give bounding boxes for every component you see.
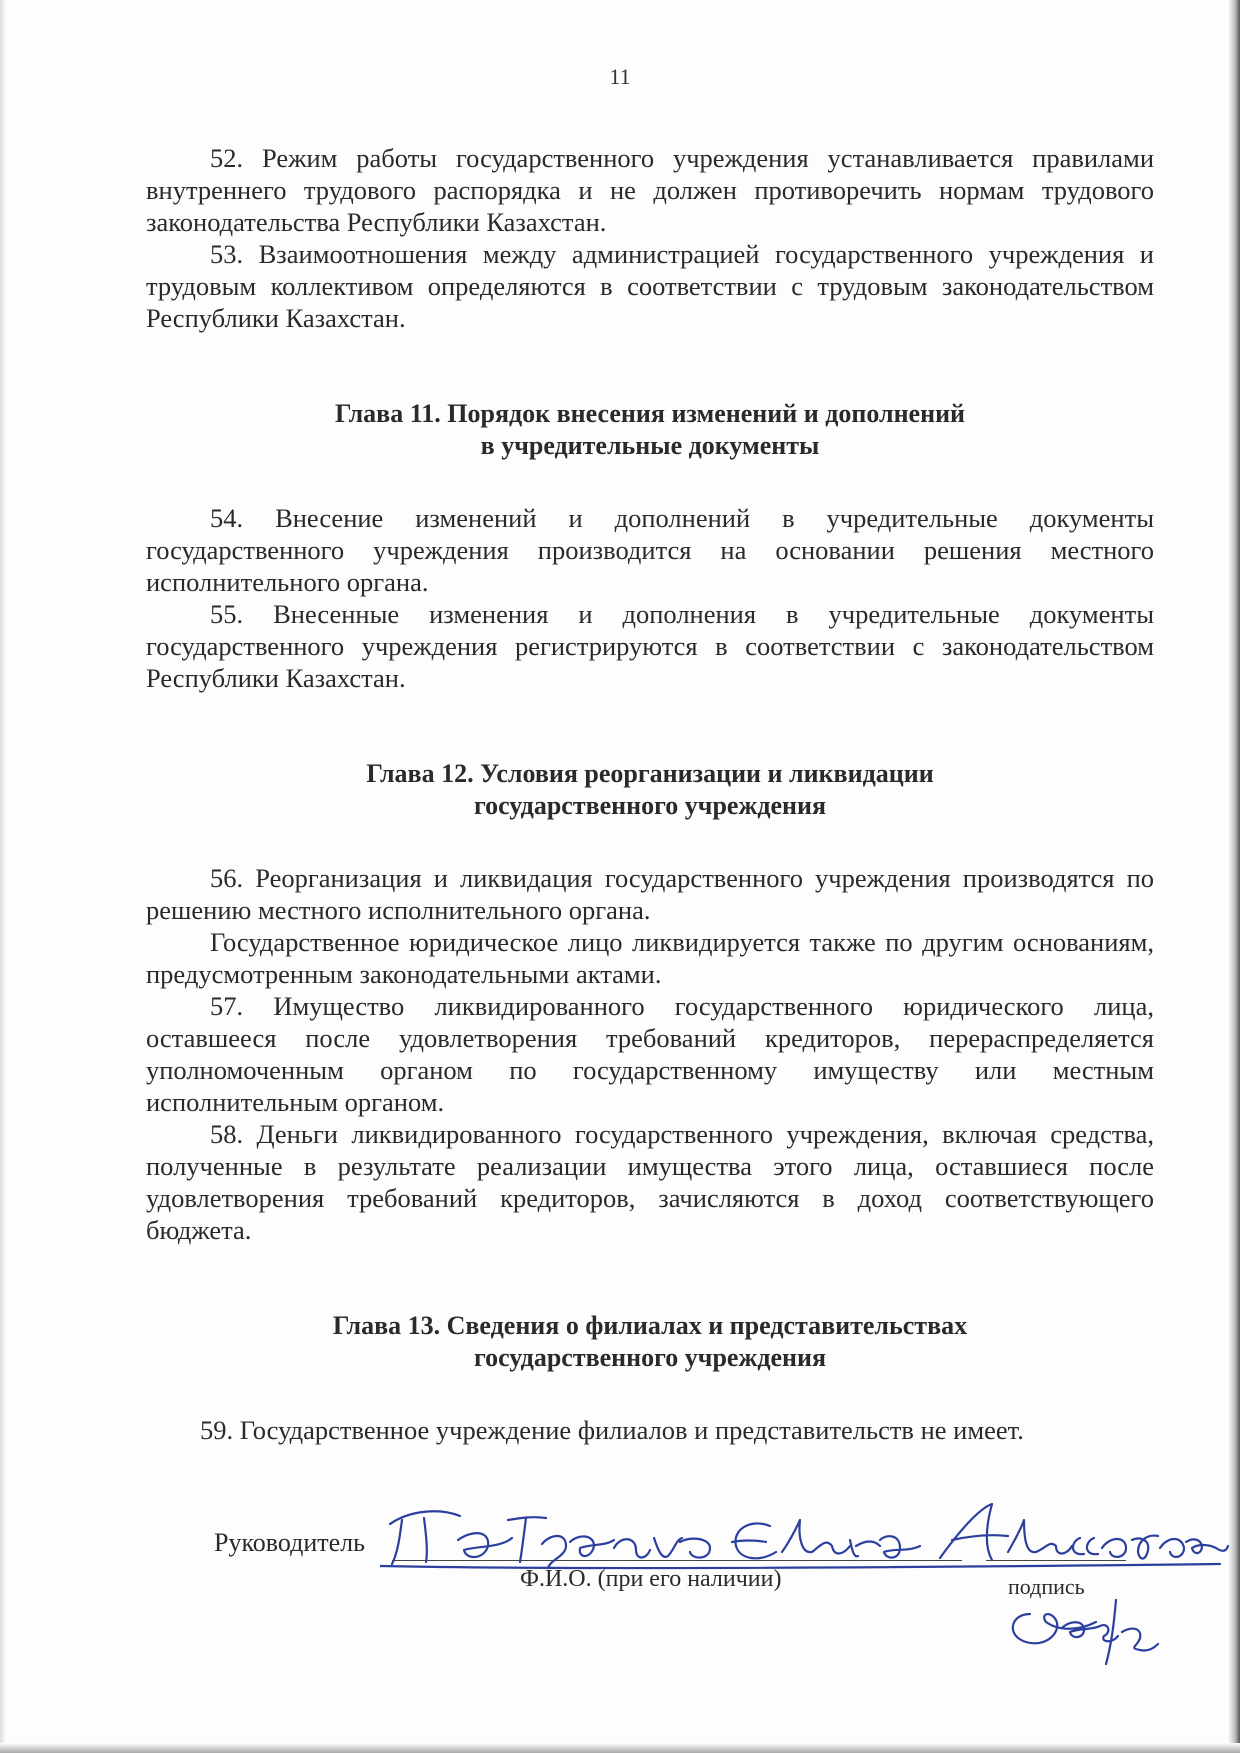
paragraph-54: 54. Внесение изменений и дополнений в учредительные документы государственного учреждения производится на основании решения местного исполнительного органа. <box>146 503 1154 597</box>
document-body <box>146 142 1154 1446</box>
paragraph-58: 58. Деньги ликвидированного государственного учреждения, включая средства, полученные в результате реализации имущества этого лица, оставшиеся после удовлетворения требований кредиторов, зачисляются в доход соответствующего бюджета. <box>146 1119 1154 1245</box>
chapter-12-title-line1: Глава 12. Условия реорганизации и ликвидации <box>366 759 934 788</box>
signature-sign-line <box>986 1560 1126 1561</box>
scan-edge-left <box>0 0 6 1753</box>
paragraph-57: 57. Имущество ликвидированного государственного юридического лица, оставшееся после удовлетворения требований кредиторов, перераспределяется уполномоченным органом по государственному имуществу или местным исполнительным органом. <box>146 991 1154 1117</box>
page-number: 11 <box>609 64 631 89</box>
paragraph-53: 53. Взаимоотношения между администрацией государственного учреждения и трудовым коллективом определяются в соответствии с трудовым законодательством Республики Казахстан. <box>146 239 1154 333</box>
chapter-11-title <box>146 398 1154 462</box>
paragraph-55: 55. Внесенные изменения и дополнения в учредительные документы государственного учреждения регистрируются в соответствии с законодательством Республики Казахстан. <box>146 599 1154 693</box>
chapter-12-title <box>146 758 1154 822</box>
scan-edge-bottom <box>0 1743 1240 1753</box>
chapter-11-title-line2: в учредительные документы <box>480 431 820 460</box>
paragraph-56-continued: Государственное юридическое лицо ликвидируется также по другим основаниям, предусмотренным законодательными актами. <box>146 927 1154 989</box>
chapter-13-title <box>146 1310 1154 1374</box>
chapter-13-title-line2: государственного учреждения <box>473 1343 827 1372</box>
paragraph-56: 56. Реорганизация и ликвидация государственного учреждения производятся по решению местного исполнительного органа. <box>146 863 1154 925</box>
chapter-13-title-line1: Глава 13. Сведения о филиалах и представительствах <box>332 1311 968 1340</box>
signature-caption: подпись <box>1008 1574 1085 1599</box>
signature-label: Руководитель <box>214 1528 365 1557</box>
fio-caption: Ф.И.О. (при его наличии) <box>520 1566 782 1592</box>
paragraph-59: 59. Государственное учреждение филиалов и представительств не имеет. <box>200 1415 1024 1445</box>
signature-name-line <box>392 1560 962 1561</box>
handwritten-signature <box>1000 1592 1170 1672</box>
chapter-12-title-line2: государственного учреждения <box>473 791 827 820</box>
scan-edge-right <box>1228 0 1240 1753</box>
handwritten-name <box>380 1490 1230 1580</box>
paragraph-52: 52. Режим работы государственного учреждения устанавливается правилами внутреннего трудового распорядка и не должен противоречить нормам трудового законодательства Республики Казахстан. <box>146 143 1154 237</box>
chapter-11-title-line1: Глава 11. Порядок внесения изменений и дополнений <box>334 399 966 428</box>
